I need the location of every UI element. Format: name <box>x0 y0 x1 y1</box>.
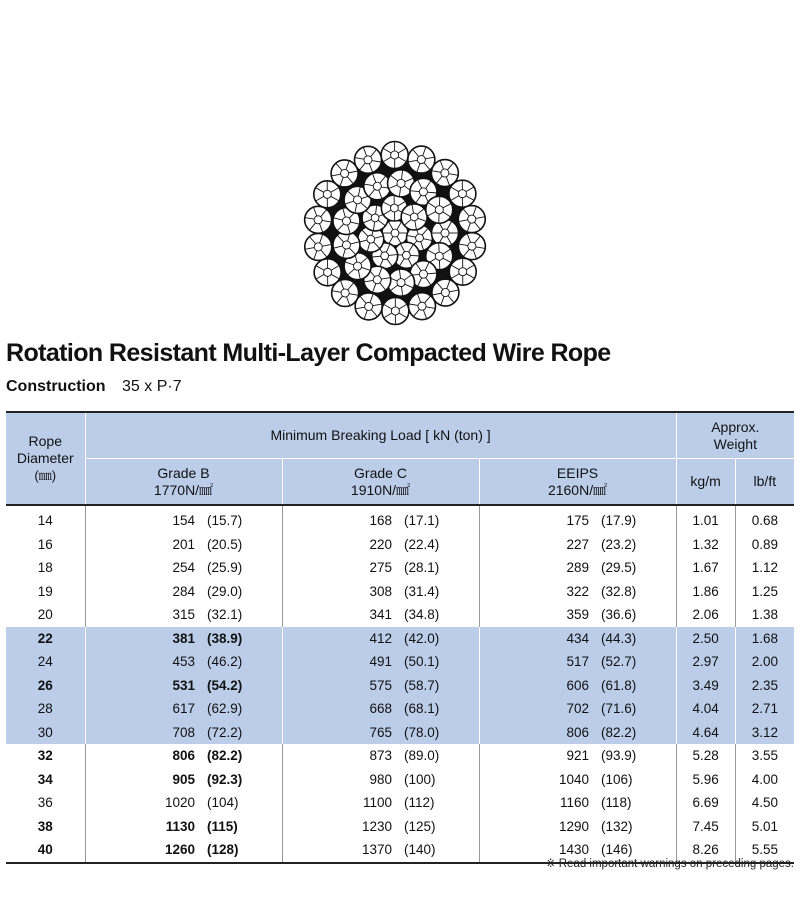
header-grade-b-strength: 1770N/㎟ <box>153 481 214 498</box>
rope-strand <box>305 206 332 233</box>
grade-b-kn-cell: 1130 <box>85 815 203 839</box>
weight-lbft-cell: 2.71 <box>735 697 794 721</box>
grade-b-ton-cell: (62.9) <box>203 697 282 721</box>
table-row <box>6 768 794 792</box>
eeips-ton-cell: (29.5) <box>601 560 637 576</box>
grade-c-kn-cell: 275 <box>282 556 400 580</box>
header-grade-b: Grade B 1770N/㎟ <box>85 459 282 506</box>
grade-c-kn-cell: 308 <box>282 580 400 604</box>
weight-lbft-cell: 1.38 <box>735 603 794 627</box>
rope-strand <box>458 206 485 233</box>
header-grade-c: Grade C 1910N/㎟ <box>282 459 479 506</box>
grade-c-ton-cell: (34.8) <box>404 607 440 623</box>
eeips-ton-cell: (23.2) <box>601 536 637 552</box>
eeips-ton-cell: (17.9) <box>601 513 637 529</box>
rope-strand <box>364 173 391 200</box>
table-row <box>6 744 794 768</box>
grade-c-kn-cell: 765 <box>282 721 400 745</box>
rope-diameter-cell: 20 <box>37 607 53 623</box>
rope-diameter-cell: 19 <box>37 583 53 599</box>
eeips-kn-cell: 227 <box>479 533 597 557</box>
eeips-ton-cell: (93.9) <box>601 748 637 764</box>
table-row <box>6 721 794 745</box>
eeips-kn-cell: 606 <box>479 674 597 698</box>
specification-table <box>6 411 794 864</box>
grade-c-kn-cell: 1230 <box>282 815 400 839</box>
table-row <box>6 650 794 674</box>
table-row <box>6 815 794 839</box>
eeips-ton-cell: (82.2) <box>597 721 676 745</box>
grade-c-ton-cell: (125) <box>404 818 436 834</box>
grade-b-ton-cell: (115) <box>207 818 238 834</box>
eeips-kn-cell: 175 <box>479 505 597 533</box>
eeips-kn-cell: 702 <box>479 697 597 721</box>
weight-lbft-cell: 3.55 <box>735 744 794 768</box>
rope-strand <box>409 293 436 320</box>
rope-diameter-cell: 36 <box>37 795 53 811</box>
table-row <box>6 603 794 627</box>
grade-b-kn-cell: 254 <box>85 556 203 580</box>
grade-b-ton-cell: (29.0) <box>207 583 243 599</box>
weight-kgm-cell: 5.28 <box>676 744 735 768</box>
grade-b-ton-cell: (15.7) <box>207 513 243 529</box>
rope-diameter-cell: 34 <box>37 771 53 787</box>
eeips-kn-cell: 806 <box>479 721 597 745</box>
grade-b-kn-cell: 531 <box>85 674 203 698</box>
eeips-ton-cell: (36.6) <box>601 607 637 623</box>
eeips-kn-cell: 359 <box>479 603 597 627</box>
grade-b-ton-cell: (32.1) <box>207 607 243 623</box>
eeips-ton-cell: (44.3) <box>597 627 676 651</box>
warning-note: ※ Read important warnings on preceding pages. <box>545 858 794 870</box>
weight-kgm-cell: 1.01 <box>676 505 735 533</box>
eeips-kn-cell: 517 <box>479 650 597 674</box>
weight-lbft-cell: 2.00 <box>735 650 794 674</box>
grade-b-ton-cell: (54.2) <box>203 674 282 698</box>
weight-lbft-cell: 0.89 <box>735 533 794 557</box>
grade-b-ton-cell: (38.9) <box>203 627 282 651</box>
rope-diameter-cell: 26 <box>6 674 85 698</box>
weight-kgm-cell: 1.32 <box>676 533 735 557</box>
weight-kgm-cell: 1.67 <box>676 556 735 580</box>
grade-c-ton-cell: (31.4) <box>404 583 440 599</box>
grade-c-kn-cell: 412 <box>282 627 400 651</box>
rope-diameter-cell: 22 <box>6 627 85 651</box>
grade-c-kn-cell: 491 <box>282 650 400 674</box>
eeips-kn-cell: 921 <box>479 744 597 768</box>
weight-kgm-cell: 4.64 <box>676 721 735 745</box>
header-lb-per-ft: lb/ft <box>735 459 794 506</box>
weight-kgm-cell: 4.04 <box>676 697 735 721</box>
header-approx-weight: Approx. Weight <box>676 412 794 459</box>
eeips-kn-cell: 434 <box>479 627 597 651</box>
grade-c-kn-cell: 220 <box>282 533 400 557</box>
weight-kgm-cell: 8.26 <box>676 838 735 863</box>
page-title: Rotation Resistant Multi-Layer Compacted Wire Rope <box>6 339 611 367</box>
rope-strand <box>449 180 476 207</box>
rope-strand <box>382 297 409 324</box>
rope-strand <box>381 142 408 169</box>
header-kg-per-m: kg/m <box>676 459 735 506</box>
rope-strand <box>408 146 435 173</box>
grade-c-ton-cell: (68.1) <box>400 697 479 721</box>
grade-b-kn-cell: 806 <box>85 744 203 768</box>
weight-lbft-cell: 4.50 <box>735 791 794 815</box>
grade-b-ton-cell: (46.2) <box>203 650 282 674</box>
eeips-ton-cell: (52.7) <box>597 650 676 674</box>
grade-b-kn-cell: 1020 <box>85 791 203 815</box>
header-rope-diameter: Rope Diameter (㎜) <box>6 412 85 505</box>
table-row <box>6 791 794 815</box>
weight-kgm-cell: 1.86 <box>676 580 735 604</box>
grade-b-kn-cell: 154 <box>85 505 203 533</box>
grade-c-ton-cell: (112) <box>404 795 435 811</box>
grade-b-ton-cell: (104) <box>207 795 239 811</box>
grade-b-kn-cell: 284 <box>85 580 203 604</box>
grade-b-kn-cell: 905 <box>85 768 203 792</box>
grade-c-kn-cell: 168 <box>282 505 400 533</box>
table-row <box>6 674 794 698</box>
rope-strand <box>388 269 415 296</box>
weight-kgm-cell: 2.06 <box>676 603 735 627</box>
grade-c-kn-cell: 575 <box>282 674 400 698</box>
weight-kgm-cell: 7.45 <box>676 815 735 839</box>
rope-diameter-cell: 14 <box>37 513 53 529</box>
weight-lbft-cell: 5.55 <box>735 838 794 863</box>
grade-c-ton-cell: (50.1) <box>400 650 479 674</box>
rope-strand <box>354 146 381 173</box>
weight-kgm-cell: 2.97 <box>676 650 735 674</box>
eeips-kn-cell: 289 <box>479 556 597 580</box>
rope-strand <box>333 231 360 258</box>
grade-c-ton-cell: (28.1) <box>404 560 440 576</box>
grade-b-kn-cell: 381 <box>85 627 203 651</box>
rope-diameter-cell: 16 <box>37 536 53 552</box>
weight-kgm-cell: 3.49 <box>676 674 735 698</box>
grade-c-ton-cell: (22.4) <box>404 536 440 552</box>
header-min-breaking-load: Minimum Breaking Load [ kN (ton) ] <box>85 412 676 459</box>
grade-c-kn-cell: 980 <box>282 768 400 792</box>
weight-lbft-cell: 0.68 <box>735 505 794 533</box>
weight-lbft-cell: 2.35 <box>735 674 794 698</box>
eeips-kn-cell: 1160 <box>479 791 597 815</box>
weight-lbft-cell: 1.25 <box>735 580 794 604</box>
grade-b-kn-cell: 453 <box>85 650 203 674</box>
grade-b-ton-cell: (128) <box>203 838 282 863</box>
rope-diameter-cell: 32 <box>37 748 53 764</box>
eeips-kn-cell: 1430 <box>479 838 597 863</box>
table-row <box>6 556 794 580</box>
eeips-ton-cell: (118) <box>601 795 632 811</box>
grade-b-kn-cell: 708 <box>85 721 203 745</box>
eeips-ton-cell: (61.8) <box>597 674 676 698</box>
grade-c-ton-cell: (89.0) <box>404 748 440 764</box>
grade-c-kn-cell: 1100 <box>282 791 400 815</box>
header-diameter-unit: (㎜) <box>34 468 57 483</box>
table-row <box>6 580 794 604</box>
eeips-kn-cell: 322 <box>479 580 597 604</box>
construction-label: Construction <box>6 378 106 395</box>
rope-diameter-cell: 24 <box>6 650 85 674</box>
header-eeips: EEIPS 2160N/㎟ <box>479 459 676 506</box>
grade-c-ton-cell: (42.0) <box>400 627 479 651</box>
eeips-kn-cell: 1040 <box>479 768 597 792</box>
grade-c-ton-cell: (58.7) <box>400 674 479 698</box>
construction-line <box>6 378 182 396</box>
eeips-ton-cell: (32.8) <box>601 583 637 599</box>
weight-lbft-cell: 3.12 <box>735 721 794 745</box>
grade-c-kn-cell: 1370 <box>282 838 400 863</box>
grade-b-kn-cell: 617 <box>85 697 203 721</box>
rope-strand <box>355 293 382 320</box>
weight-lbft-cell: 1.68 <box>735 627 794 651</box>
grade-c-kn-cell: 873 <box>282 744 400 768</box>
table-row <box>6 533 794 557</box>
rope-strand <box>331 160 358 187</box>
rope-diameter-cell: 18 <box>37 560 53 576</box>
weight-kgm-cell: 5.96 <box>676 768 735 792</box>
rope-diameter-cell: 40 <box>6 838 85 863</box>
grade-c-ton-cell: (100) <box>404 771 436 787</box>
weight-lbft-cell: 5.01 <box>735 815 794 839</box>
grade-b-ton-cell: (72.2) <box>203 721 282 745</box>
grade-c-kn-cell: 341 <box>282 603 400 627</box>
rope-diameter-cell: 30 <box>6 721 85 745</box>
rope-cross-section-image <box>300 138 490 328</box>
grade-c-kn-cell: 668 <box>282 697 400 721</box>
eeips-ton-cell: (106) <box>601 771 633 787</box>
eeips-ton-cell: (132) <box>601 818 633 834</box>
table-row <box>6 697 794 721</box>
grade-b-kn-cell: 1260 <box>85 838 203 863</box>
grade-b-ton-cell: (82.2) <box>207 748 243 764</box>
grade-c-ton-cell: (17.1) <box>404 513 440 529</box>
header-eeips-strength: 2160N/㎟ <box>547 481 608 498</box>
rope-strand <box>458 233 485 260</box>
rope-diameter-cell: 38 <box>37 818 53 834</box>
rope-diameter-cell: 28 <box>6 697 85 721</box>
rope-strand <box>401 204 427 230</box>
grade-b-ton-cell: (92.3) <box>207 771 243 787</box>
eeips-ton-cell: (71.6) <box>597 697 676 721</box>
weight-kgm-cell: 2.50 <box>676 627 735 651</box>
grade-b-ton-cell: (20.5) <box>207 536 243 552</box>
header-grade-c-strength: 1910N/㎟ <box>350 481 411 498</box>
grade-c-ton-cell: (140) <box>400 838 479 863</box>
eeips-kn-cell: 1290 <box>479 815 597 839</box>
table-row <box>6 627 794 651</box>
grade-c-ton-cell: (78.0) <box>400 721 479 745</box>
eeips-ton-cell: (146) <box>597 838 676 863</box>
construction-value: 35 x P·7 <box>122 378 182 395</box>
grade-b-ton-cell: (25.9) <box>207 560 243 576</box>
grade-b-kn-cell: 201 <box>85 533 203 557</box>
rope-strand <box>314 259 341 286</box>
rope-strand <box>432 279 459 306</box>
rope-strand <box>426 196 453 223</box>
rope-strand <box>305 233 332 260</box>
weight-kgm-cell: 6.69 <box>676 791 735 815</box>
weight-lbft-cell: 4.00 <box>735 768 794 792</box>
weight-lbft-cell: 1.12 <box>735 556 794 580</box>
grade-b-kn-cell: 315 <box>85 603 203 627</box>
table-row <box>6 505 794 533</box>
